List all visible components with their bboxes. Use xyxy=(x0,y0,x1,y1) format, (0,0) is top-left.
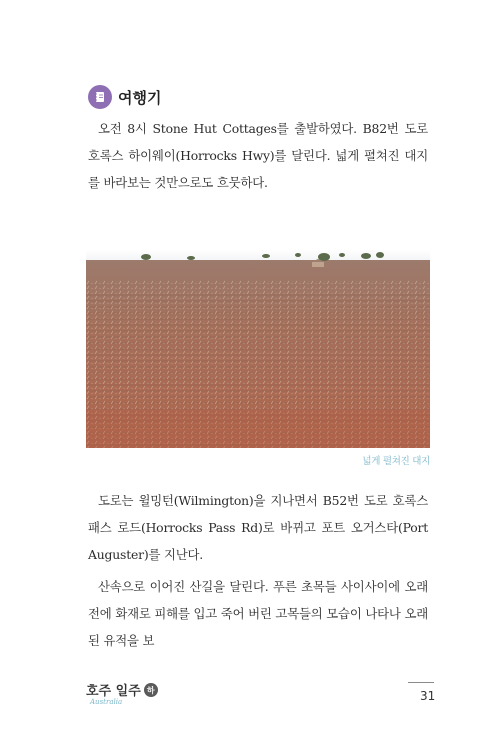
paragraph-1: 오전 8시 Stone Hut Cottages를 출발하였다. B82번 도로 호록스 하이웨이(Horrocks Hwy)를 달린다. 넓게 펼쳐진 대지를 바라보는 것만으로도 흐뭇하다. xyxy=(88,121,428,190)
footer-rule xyxy=(408,682,434,683)
photo-caption: 넓게 펼쳐진 대지 xyxy=(362,456,430,467)
notebook-icon xyxy=(88,85,112,109)
page-number: 31 xyxy=(420,689,436,703)
paragraph-2: 도로는 윌밍턴(Wilmington)을 지나면서 B52번 도로 호록스 패스 로드(Horrocks Pass Rd)로 바뀌고 포트 오거스타(Port Auguster)를 지난다. xyxy=(88,493,428,562)
field-photo xyxy=(86,250,430,448)
section-title: 여행기 xyxy=(118,88,162,107)
section-header xyxy=(88,85,161,109)
paragraph-3: 산속으로 이어진 산길을 달린다. 푸른 초목들 사이사이에 오래전에 화재로 피해를 입고 죽어 버린 고목들의 모습이 나타나 오래된 유적을 보 xyxy=(88,579,428,648)
volume-badge: 하 xyxy=(144,683,158,697)
footer-brand xyxy=(86,680,158,699)
brand-subtitle: Australia xyxy=(90,698,123,706)
brand-title: 호주 일주 xyxy=(86,684,141,699)
